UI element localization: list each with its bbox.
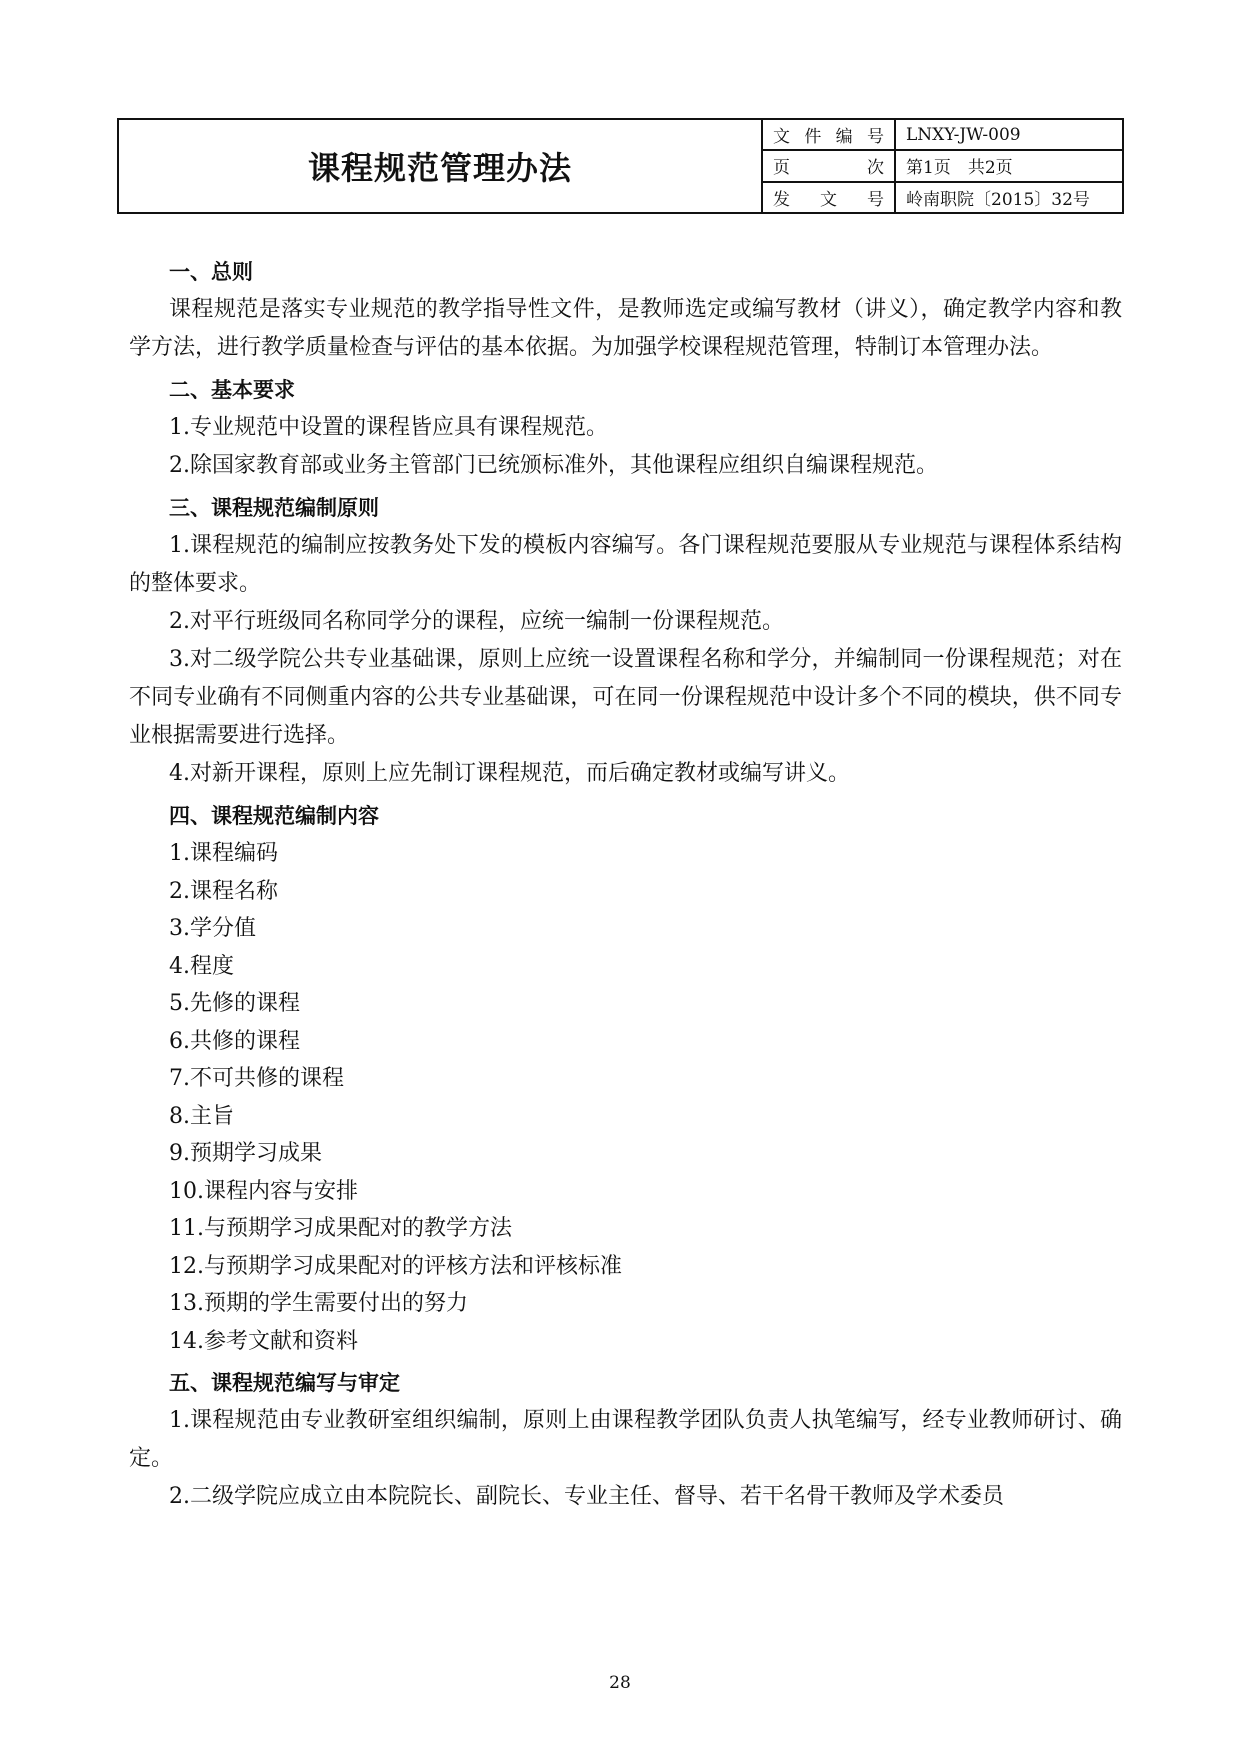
- list-item: 9.预期学习成果: [169, 1141, 322, 1166]
- header-value-file-number: LNXY-JW-009: [895, 119, 1123, 150]
- list-item: 1.课程编码: [169, 841, 278, 866]
- list-item: 3.学分值: [169, 916, 256, 941]
- paragraph: 4.对新开课程，原则上应先制订课程规范，而后确定教材或编写讲义。: [169, 761, 850, 786]
- header-value-page: 第1页 共2页: [895, 150, 1123, 181]
- paragraph: 2.二级学院应成立由本院院长、副院长、专业主任、督导、若干名骨干教师及学术委员: [169, 1484, 1004, 1509]
- document-header-table: [117, 118, 1124, 214]
- paragraph: 1.课程规范由专业教研室组织编制，原则上由课程教学团队负责人执笔编写，经专业教师研讨、确定。: [129, 1408, 1122, 1471]
- list-item: 5.先修的课程: [169, 991, 300, 1016]
- page-number: 28: [609, 1673, 631, 1693]
- label-char: 发: [773, 189, 790, 210]
- paragraph: 1.专业规范中设置的课程皆应具有课程规范。: [169, 415, 608, 440]
- label-char: 次: [867, 158, 884, 179]
- header-label-page: [762, 150, 895, 181]
- section-heading: 二、基本要求: [169, 378, 295, 402]
- label-char: 件: [804, 127, 822, 148]
- section-heading: 三、课程规范编制原则: [169, 496, 379, 520]
- list-item: 2.课程名称: [169, 878, 278, 904]
- header-value-doc-number: 岭南职院〔2015〕32号: [895, 182, 1123, 213]
- section-heading: 四、课程规范编制内容: [169, 804, 379, 828]
- list-item: 14.参考文献和资料: [169, 1328, 358, 1354]
- content-item-list: [129, 835, 1122, 1360]
- section-heading: 五、课程规范编写与审定: [169, 1371, 400, 1395]
- section-heading: 一、总则: [169, 260, 253, 284]
- label-char: 文: [773, 127, 790, 148]
- list-item: 7.不可共修的课程: [169, 1066, 344, 1091]
- paragraph: 课程规范是落实专业规范的教学指导性文件，是教师选定或编写教材（讲义），确定教学内容和教学方法，进行教学质量检查与评估的基本依据。为加强学校课程规范管理，特制订本管理办法。: [129, 297, 1122, 360]
- list-item: 4.程度: [169, 953, 234, 979]
- list-item: 10.课程内容与安排: [169, 1178, 358, 1204]
- document-body: [129, 253, 1122, 1516]
- document-title: 课程规范管理办法: [118, 119, 762, 213]
- header-label-doc-number: [762, 182, 895, 213]
- list-item: 8.主旨: [169, 1103, 234, 1129]
- paragraph: 2.对平行班级同名称同学分的课程，应统一编制一份课程规范。: [169, 609, 784, 634]
- paragraph: 2.除国家教育部或业务主管部门已统颁标准外，其他课程应组织自编课程规范。: [169, 453, 938, 478]
- label-char: 页: [773, 158, 790, 179]
- paragraph: 1.课程规范的编制应按教务处下发的模板内容编写。各门课程规范要服从专业规范与课程体系结构的整体要求。: [129, 533, 1122, 596]
- list-item: 11.与预期学习成果配对的教学方法: [169, 1216, 512, 1241]
- label-char: 号: [867, 189, 884, 210]
- list-item: 6.共修的课程: [169, 1028, 300, 1054]
- list-item: 13.预期的学生需要付出的努力: [169, 1291, 468, 1316]
- header-label-file-number: [762, 119, 895, 150]
- paragraph: 3.对二级学院公共专业基础课，原则上应统一设置课程名称和学分，并编制同一份课程规范；对在不同专业确有不同侧重内容的公共专业基础课，可在同一份课程规范中设计多个不同的模块，供不同专业根据需要进行选择。: [129, 647, 1122, 748]
- label-char: 编: [835, 127, 853, 148]
- label-char: 号: [866, 127, 884, 148]
- label-char: 文: [820, 189, 837, 210]
- list-item: 12.与预期学习成果配对的评核方法和评核标准: [169, 1253, 622, 1279]
